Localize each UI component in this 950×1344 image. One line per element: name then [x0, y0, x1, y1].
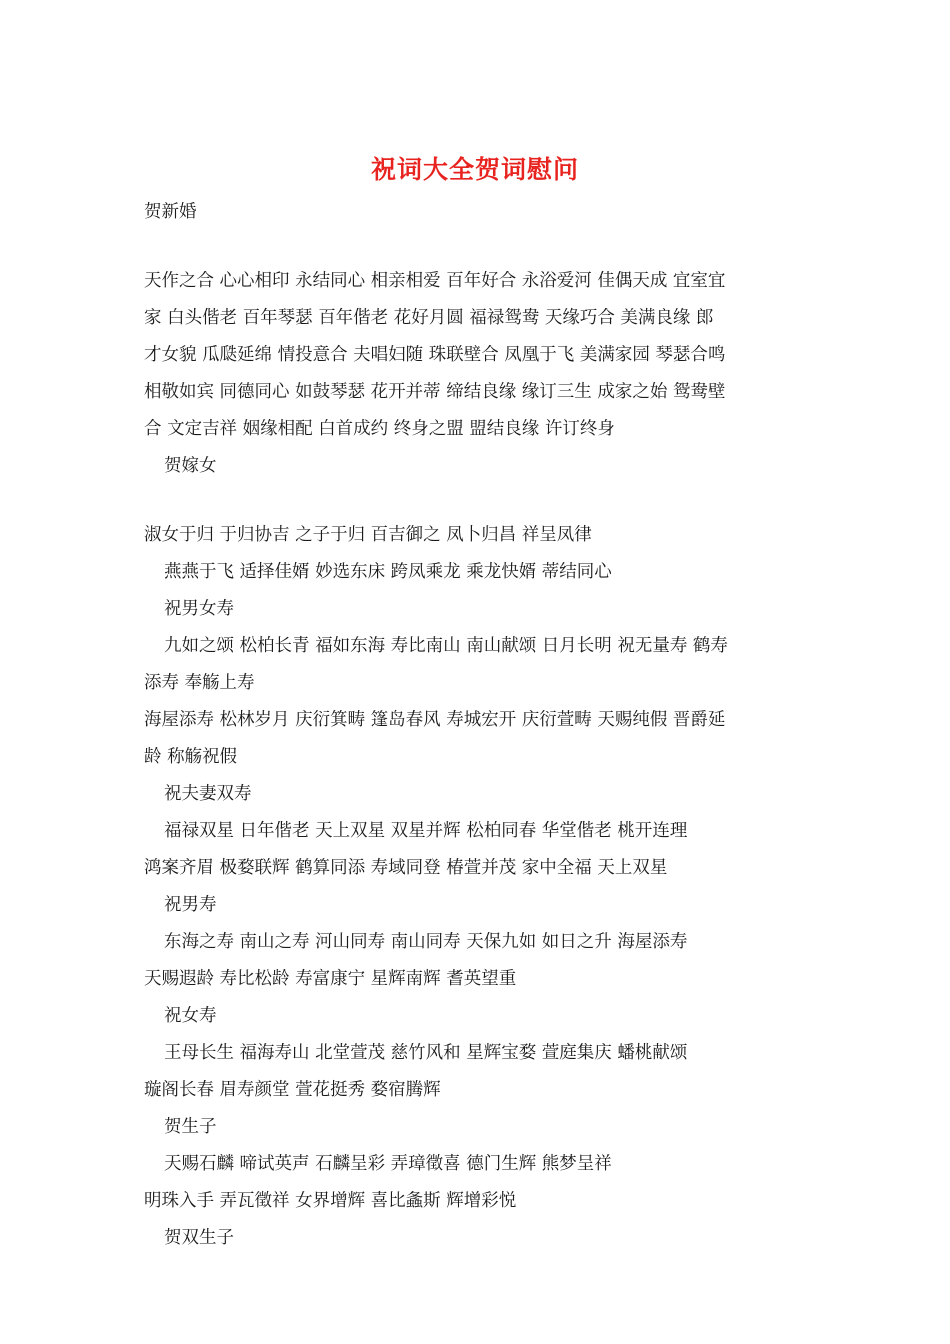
section-heading-shuangshengzi: 贺双生子 [164, 1228, 234, 1248]
blank-line [144, 231, 812, 263]
blank-line [144, 485, 812, 517]
text-line: 天赐石麟 啼试英声 石麟呈彩 弄璋徵喜 德门生辉 熊梦呈祥 [164, 1154, 612, 1174]
section-heading-shengzi: 贺生子 [164, 1117, 217, 1137]
text-line: 相敬如宾 同德同心 如鼓琴瑟 花开并蒂 缔结良缘 缘订三生 成家之始 鸳鸯壁 [144, 382, 726, 402]
text-line: 福禄双星 日年偕老 天上双星 双星并辉 松柏同春 华堂偕老 桃开连理 [164, 821, 688, 841]
text-line: 添寿 奉觞上寿 [144, 673, 255, 693]
text-line: 九如之颂 松柏长青 福如东海 寿比南山 南山献颂 日月长明 祝无量寿 鹤寿 [164, 636, 728, 656]
text-line: 明珠入手 弄瓦徵祥 女界增辉 喜比螽斯 辉增彩悦 [144, 1191, 517, 1211]
text-line: 燕燕于飞 适择佳婿 妙选东床 跨凤乘龙 乘龙快婿 蒂结同心 [164, 562, 612, 582]
text-line: 家 白头偕老 百年琴瑟 百年偕老 花好月圆 福禄鸳鸯 天缘巧合 美满良缘 郎 [144, 308, 714, 328]
section-heading-jianv: 贺嫁女 [164, 456, 217, 476]
text-line: 东海之寿 南山之寿 河山同寿 南山同寿 天保九如 如日之升 海屋添寿 [164, 932, 688, 952]
section-heading-nvshou: 祝女寿 [164, 1006, 217, 1026]
section-heading-nanshou: 祝男寿 [164, 895, 217, 915]
section-heading-xinhun: 贺新婚 [144, 202, 197, 222]
text-line: 淑女于归 于归协吉 之子于归 百吉御之 凤卜归昌 祥呈凤律 [144, 525, 592, 545]
text-line: 海屋添寿 松林岁月 庆衍箕畴 篷岛春风 寿城宏开 庆衍萱畴 天赐纯假 晋爵延 [144, 710, 726, 730]
text-line: 璇阁长春 眉寿颜堂 萱花挺秀 婺宿腾辉 [144, 1080, 441, 1100]
text-line: 合 文定吉祥 姻缘相配 白首成约 终身之盟 盟结良缘 许订终身 [144, 419, 615, 439]
page-title: 祝词大全贺词慰问 [370, 155, 579, 184]
text-line: 龄 称觞祝假 [144, 747, 238, 767]
text-line: 王母长生 福海寿山 北堂萱茂 慈竹风和 星辉宝婺 萱庭集庆 蟠桃献颂 [164, 1043, 688, 1063]
section-heading-fuqi: 祝夫妻双寿 [164, 784, 252, 804]
section-heading-nannvshou: 祝男女寿 [164, 599, 234, 619]
text-line: 天作之合 心心相印 永结同心 相亲相爱 百年好合 永浴爱河 佳偶天成 宜室宜 [144, 271, 726, 291]
text-line: 才女貌 瓜瓞延绵 情投意合 夫唱妇随 珠联壁合 凤凰于飞 美满家园 琴瑟合鸣 [144, 345, 726, 365]
text-line: 天赐遐龄 寿比松龄 寿富康宁 星辉南辉 耆英望重 [144, 969, 517, 989]
text-line: 鸿案齐眉 极婺联辉 鹤算同添 寿域同登 椿萱并茂 家中全福 天上双星 [144, 858, 668, 878]
document-body [144, 194, 812, 1257]
